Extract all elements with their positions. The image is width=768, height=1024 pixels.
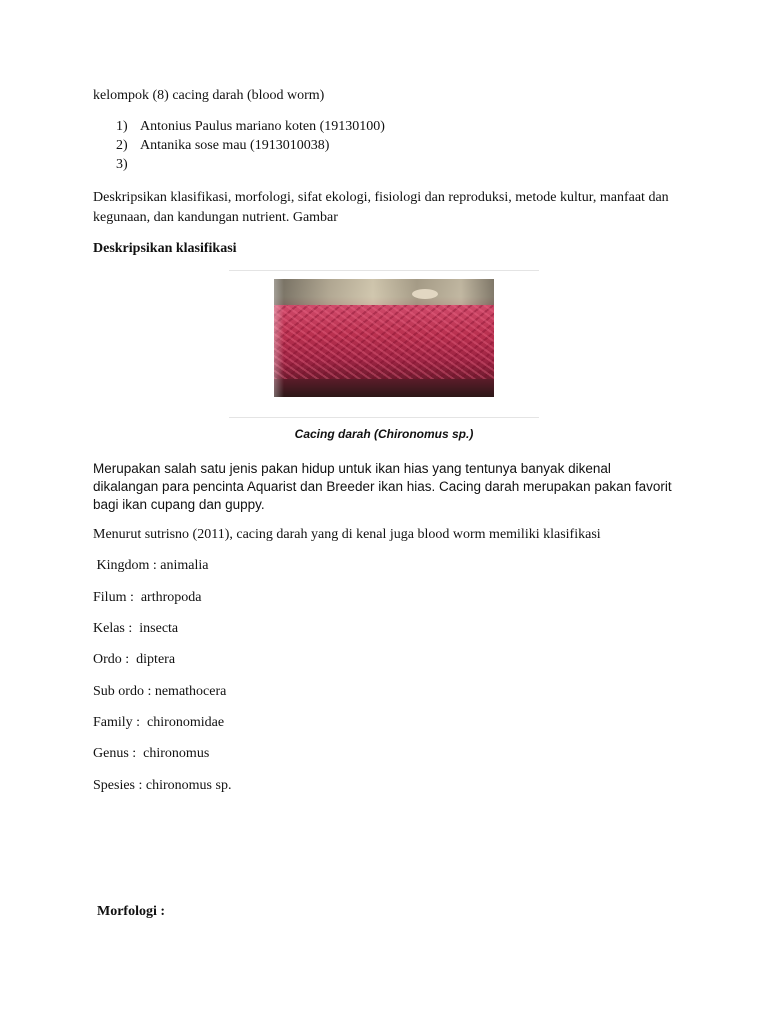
member-name: Antanika sose mau (1913010038) [140,138,330,153]
member-list [0,119,768,179]
document-heading: kelompok (8) cacing darah (blood worm) [93,88,325,103]
taxonomy-spesies: Spesies : chironomus sp. [93,778,232,793]
figure-caption: Cacing darah (Chironomus sp.) [294,427,474,441]
member-item [0,157,768,177]
bloodworm-mass [274,305,494,379]
tank-bottom [274,379,494,397]
taxonomy-kingdom: Kingdom : animalia [93,558,209,573]
figure-bottom-divider [229,417,539,418]
fish-shape [412,289,438,299]
taxonomy-sub-ordo: Sub ordo : nemathocera [93,684,227,699]
member-number: 3) [116,157,128,172]
taxonomy-ordo: Ordo : diptera [93,652,176,667]
intro-paragraph: Deskripsikan klasifikasi, morfologi, sifat ekologi, fisiologi dan reproduksi, metode kultur, manfaat dan kegunaan, dan kandungan nutrient. Gambar [93,190,669,225]
section-heading-morfologi: Morfologi : [97,904,166,919]
member-name: Antonius Paulus mariano koten (19130100) [140,119,385,134]
figure-top-divider [229,270,539,271]
section-heading-klasifikasi: Deskripsikan klasifikasi [93,241,237,256]
classification-intro: Menurut sutrisno (2011), cacing darah yang di kenal juga blood worm memiliki klasifikasi [93,527,601,542]
taxonomy-filum: Filum : arthropoda [93,590,202,605]
member-number: 1) [116,119,128,134]
member-item [0,119,768,139]
member-item [0,138,768,158]
taxonomy-family: Family : chironomidae [93,715,225,730]
bloodworm-photo [274,279,494,397]
glass-reflection [274,279,284,397]
taxonomy-genus: Genus : chironomus [93,746,210,761]
member-number: 2) [116,138,128,153]
description-paragraph: Merupakan salah satu jenis pakan hidup untuk ikan hias yang tentunya banyak dikenal dikalangan para pencinta Aquarist dan Breeder ikan hias. Cacing darah merupakan pakan favorit bagi ikan cupang dan guppy. [93,461,672,512]
taxonomy-kelas: Kelas : insecta [93,621,179,636]
